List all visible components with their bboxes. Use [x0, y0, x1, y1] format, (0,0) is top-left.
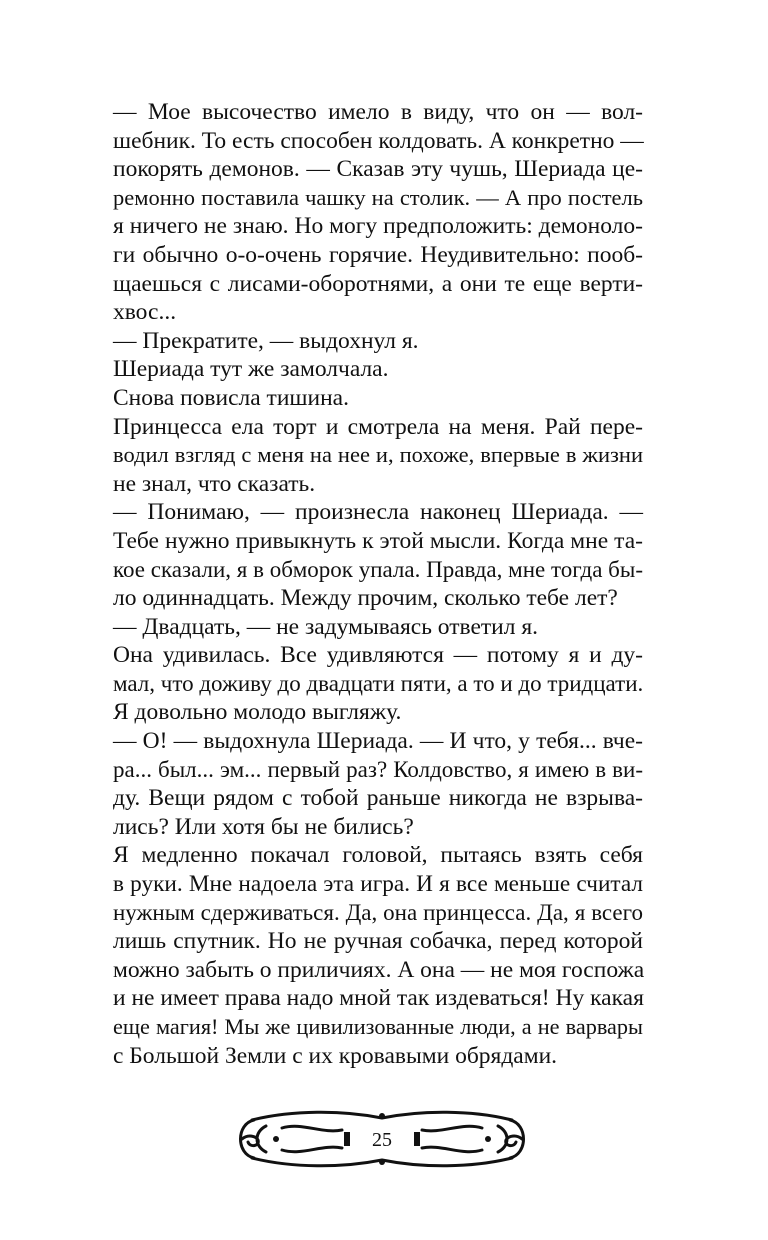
- text-line: — Прекратите, — выдохнул я.: [113, 327, 419, 354]
- text-line: — Мое высочество имело в виду, что он — вол-: [113, 99, 643, 125]
- text-line: с Большой Земли с их кровавыми обрядами.: [113, 1042, 558, 1069]
- text-line: Я медленно покачал головой, пытаясь взять себя: [113, 842, 643, 869]
- text-line: шебник. То есть способен колдовать. А конкретно —: [113, 127, 644, 154]
- text-line: покорять демонов. — Сказав эту чушь, Шериада це-: [113, 156, 643, 183]
- text-line: — Понимаю, — произнесла наконец Шериада. —: [113, 499, 643, 526]
- text-line: водил взгляд с меня на нее и, похоже, впервые в жизни: [113, 442, 643, 468]
- text-line: лишь спутник. Но не ручная собачка, перед которой: [113, 928, 643, 955]
- text-line: ра... был... эм... первый раз? Колдовство, я имею в ви-: [113, 756, 643, 782]
- text-line: можно забыть о приличиях. А она — не моя госпожа: [113, 956, 645, 983]
- text-line: — Двадцать, — не задумываясь ответил я.: [113, 613, 539, 640]
- text-line: нужным сдерживаться. Да, она принцесса. Да, я всего: [113, 899, 643, 925]
- page-ornament: [232, 1106, 532, 1172]
- text-line: ду. Вещи рядом с тобой раньше никогда не взрыва-: [113, 785, 643, 812]
- text-line: еще магия! Мы же цивилизованные люди, а не варвары: [113, 1014, 643, 1039]
- page-text: [113, 98, 643, 1070]
- text-line: мал, что доживу до двадцати пяти, а то и до тридцати.: [113, 670, 644, 696]
- text-line: Снова повисла тишина.: [113, 384, 349, 411]
- text-line: в руки. Мне надоела эта игра. И я все меньше считал: [113, 871, 643, 898]
- text-line: ги обычно о-о-очень горячие. Неудивительно: пооб-: [113, 241, 643, 268]
- text-line: Я довольно молодо выгляжу.: [113, 699, 402, 726]
- text-line: я ничего не знаю. Но могу предположить: демоноло-: [113, 213, 643, 240]
- text-line: кое сказали, я в обморок упала. Правда, мне тогда бы-: [113, 556, 643, 582]
- text-line: лись? Или хотя бы не бились?: [113, 813, 414, 840]
- text-line: щаешься с лисами-оборотнями, а они те еще верти-: [113, 270, 643, 297]
- text-line: хвос...: [113, 299, 177, 326]
- text-line: ремонно поставила чашку на столик. — А про постель: [113, 184, 643, 210]
- text-line: Она удивилась. Все удивляются — потому я и ду-: [113, 642, 643, 669]
- text-line: Шериада тут же замолчала.: [113, 356, 389, 383]
- text-line: ло одиннадцать. Между прочим, сколько тебе лет?: [113, 585, 618, 612]
- text-line: не знал, что сказать.: [113, 470, 316, 497]
- text-line: Принцесса ела торт и смотрела на меня. Рай пере-: [113, 413, 643, 440]
- text-line: Тебе нужно привыкнуть к этой мысли. Когда мне та-: [113, 527, 643, 554]
- text-line: и не имеет права надо мной так издеваться! Ну какая: [113, 985, 644, 1012]
- page-number: 25: [372, 1129, 392, 1151]
- text-line: — О! — выдохнула Шериада. — И что, у тебя... вче-: [113, 728, 643, 755]
